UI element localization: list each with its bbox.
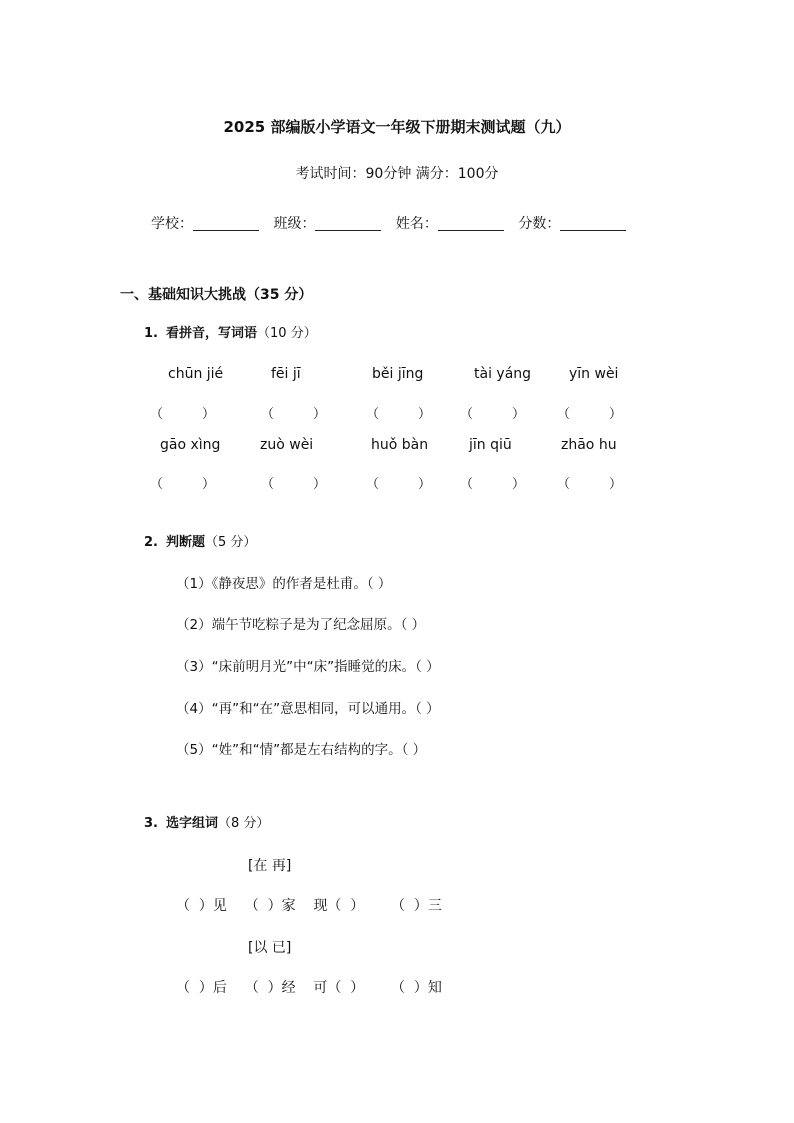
page-title: 2025 部编版小学语文一年级下册期末测试题（九） (223, 118, 571, 136)
name-blank[interactable] (438, 216, 504, 231)
question-number: 1. (144, 326, 158, 341)
question-score: （8 分） (218, 816, 270, 831)
judge-item: （2）端午节吃粽子是为了纪念屈原。（ ） (176, 617, 426, 633)
pinyin-item: yīn wèi (569, 366, 619, 382)
question-number: 2. (144, 535, 158, 550)
char-options: [在 再] (248, 858, 292, 874)
question-label: 判断题 (166, 535, 206, 550)
fill-line: （ ）后 （ ）经 可（ ） （ ）知 (176, 980, 442, 996)
section-heading: 一、基础知识大挑战（35 分） (120, 287, 313, 303)
question-score: （5 分） (205, 535, 257, 550)
school-label: 学校： (151, 216, 193, 232)
answer-blank[interactable]: （ ） (557, 407, 623, 422)
score-blank[interactable] (560, 216, 626, 231)
answer-blank[interactable]: （ ） (557, 477, 623, 492)
answer-blank[interactable]: （ ） (366, 477, 432, 492)
question-number: 3. (144, 816, 158, 831)
question-2-heading (144, 531, 256, 550)
pinyin-item: huǒ bàn (371, 437, 429, 453)
class-blank[interactable] (315, 216, 381, 231)
judge-item: （1）《静夜思》的作者是杜甫。（ ） (176, 576, 392, 592)
judge-item: （4）“再”和“在”意思相同，可以通用。（ ） (176, 701, 440, 717)
exam-info: 考试时间：90分钟 满分：100分 (295, 166, 499, 182)
pinyin-item: fēi jī (271, 366, 301, 382)
judge-item: （5）“姓”和“情”都是左右结构的字。（ ） (176, 742, 427, 758)
answer-blank[interactable]: （ ） (460, 477, 526, 492)
answer-blank[interactable]: （ ） (460, 407, 526, 422)
answer-blank[interactable]: （ ） (150, 477, 216, 492)
name-label: 姓名： (395, 216, 438, 232)
answer-blank[interactable]: （ ） (261, 477, 327, 492)
fill-line: （ ）见 （ ）家 现（ ） （ ）三 (176, 898, 442, 914)
pinyin-item: zuò wèi (260, 437, 314, 453)
score-label: 分数： (518, 216, 561, 232)
answer-blank[interactable]: （ ） (261, 407, 327, 422)
question-3-heading (144, 812, 269, 831)
pinyin-item: běi jīng (372, 366, 424, 382)
question-label: 选字组词 (166, 816, 219, 831)
pinyin-item: jīn qiū (469, 437, 512, 453)
answer-blank[interactable]: （ ） (366, 407, 432, 422)
question-label: 看拼音，写词语 (166, 326, 258, 341)
judge-item: （3）“床前明月光”中“床”指睡觉的床。（ ） (176, 659, 440, 675)
student-info-row (151, 213, 636, 233)
pinyin-item: gāo xìng (160, 437, 221, 453)
pinyin-item: tài yáng (474, 366, 532, 382)
question-score: （10 分） (257, 326, 317, 341)
pinyin-item: zhāo hu (561, 437, 617, 453)
char-options: [以 已] (248, 940, 292, 956)
pinyin-item: chūn jié (168, 366, 224, 382)
question-1-heading (144, 322, 317, 341)
school-blank[interactable] (193, 216, 259, 231)
answer-blank[interactable]: （ ） (150, 407, 216, 422)
class-label: 班级： (273, 216, 316, 232)
